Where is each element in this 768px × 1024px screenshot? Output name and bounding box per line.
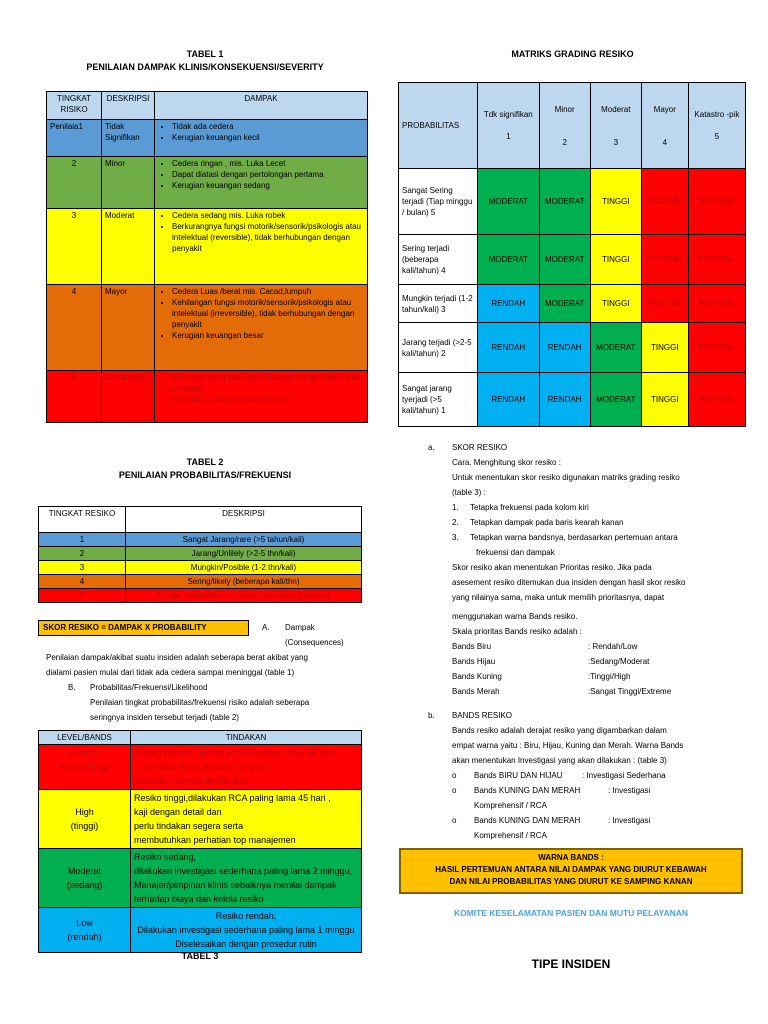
tabel3-row	[39, 790, 362, 849]
matriks-col: Minor 2	[539, 83, 590, 169]
tabel1-level: 2	[47, 157, 102, 209]
tabel3-tindakan: Resiko Ekstrim dilakukan RCA paling lama 45 hari, membutuhkan tindakan segera, perhatian sampai ke Direktur	[131, 745, 362, 790]
komite-footer: KOMITE KESELAMATAN PASIEN DAN MUTU PELAYANAN	[453, 908, 689, 918]
band-row: Bands Hijau :Sedang/Moderat	[452, 657, 650, 666]
tabel1-header-level: TINGKAT RISIKO	[47, 92, 102, 120]
matriks-cell: TINGGI	[590, 285, 641, 323]
matriks-cell: EKSTRIM	[688, 373, 745, 427]
tabel3-level: Low (rendah)	[39, 908, 131, 953]
skor-section-letter: a.	[428, 443, 435, 452]
matriks-cell: EKSTRIM	[688, 323, 745, 373]
matriks-row-label: Sering terjadi (beberapa kali/tahun) 4	[399, 235, 478, 285]
matriks-cell: EKSTRIM	[688, 285, 745, 323]
matriks-cell: MODERAT	[539, 285, 590, 323]
matriks-row-label: Sangat Sering terjadi (Tiap minggu / bulan) 5	[399, 169, 478, 235]
tabel2-row	[39, 561, 362, 575]
tabel1-dampak: • Cedera ringan , mis. Luka Lecet • Dapat diatasi dengan pertolongan pertama • Kerugian keuangan sedang	[155, 157, 368, 209]
matriks-cell: RENDAH	[539, 373, 590, 427]
tabel1-row	[47, 209, 368, 285]
matriks-row	[399, 323, 746, 373]
matriks-row	[399, 235, 746, 285]
matriks-cell: EKSTRIM	[641, 169, 688, 235]
tabel2-level: 5	[39, 589, 126, 603]
warna-bands-box: WARNA BANDS : HASIL PERTEMUAN ANTARA NILAI DAMPAK YANG DIURUT KEBAWAH DAN NILAI PROBABILITAS YANG DIURUT KE SAMPING KANAN	[399, 848, 743, 894]
tabel3-header-tindakan: TINDAKAN	[131, 731, 362, 745]
tabel1-dampak: • Tidak ada cedera • Kerugian keuangan kecil	[155, 120, 368, 157]
bands-item: o Bands BIRU DAN HIJAU : Investigasi Sederhana	[452, 771, 666, 780]
matriks-cell: MODERAT	[590, 323, 641, 373]
matriks-cell: TINGGI	[641, 373, 688, 427]
matriks-col: Tdk signifikan 1	[478, 83, 540, 169]
tabel2-row	[39, 589, 362, 603]
tabel2-table	[38, 506, 362, 603]
bands-item: o Bands KUNING DAN MERAH : Investigasi	[452, 816, 651, 825]
matriks-cell: EKSTRIM	[688, 235, 745, 285]
matriks-cell: TINGGI	[641, 323, 688, 373]
tabel1-desc: Minor	[102, 157, 155, 209]
tabel3-row	[39, 849, 362, 908]
skor-section: SKOR RESIKO Cara. Menghitung skor resiko : Untuk menentukan skor resiko digunakan matriks grading resiko (table 3) : 1. Tetapka frekuensi pada kolom kiri 2. Tetapkan dampak pada baris kearah kanan 3. Tetapkan warna bandsnya, berdasarkan pertemuan antara frekuensi dan dampak Skor resiko akan menentukan Prioritas resiko. Jika pada asesement resiko ditemukan dua insiden dengan hasil skor resiko yang nilainya sama, maka untuk memilih prioritasnya, dapat menggunakan warna Bands resiko. Skala prioritas Bands resiko adalah : Bands Biru : Rendah/Low Bands Hijau :Sedang/Moderat Bands Kuning :Tinggi/High Bands Merah :Sangat Tinggi/Extreme	[452, 440, 752, 699]
matriks-col: Mayor 4	[641, 83, 688, 169]
matriks-cell: MODERAT	[539, 235, 590, 285]
matriks-row-label: Jarang terjadi (>2-5 kali/tahun) 2	[399, 323, 478, 373]
tabel1-level: 3	[47, 209, 102, 285]
tabel2-row	[39, 533, 362, 547]
dampak-text: Penilaian dampak/akibat suatu insiden adalah seberapa berat akibat yang dialami pasien mulai dari tidak ada cedera sampai meninggal (table 1)	[46, 653, 308, 677]
tabel2-desc: Mungkin/Posible (1-2 thn/kali)	[126, 561, 362, 575]
tabel1-row	[47, 120, 368, 157]
tabel2-level: 2	[39, 547, 126, 561]
matriks-cell: RENDAH	[478, 373, 540, 427]
tabel2-desc: Jarang/Unlilely (>2-5 thn/kali)	[126, 547, 362, 561]
matriks-row-label: Mungkin terjadi (1-2 tahun/kali) 3	[399, 285, 478, 323]
tabel1-desc: Tidak Signifikan	[102, 120, 155, 157]
matriks-row	[399, 373, 746, 427]
tabel3-level: High (tinggi)	[39, 790, 131, 849]
tabel3-level: Ekstrim/ Sangat tinggi	[39, 745, 131, 790]
matriks-cell: EKSTRIM	[641, 285, 688, 323]
tabel3-row	[39, 908, 362, 953]
matriks-row	[399, 169, 746, 235]
matriks-col: Moderat 3	[590, 83, 641, 169]
tabel2-desc: Sering/likely (beberapa kali/thn)	[126, 575, 362, 589]
band-row: Bands Merah :Sangat Tinggi/Extreme	[452, 687, 672, 696]
matriks-cell: EKSTRIM	[641, 235, 688, 285]
tabel2-header-desc: DESKRIPSI	[126, 507, 362, 533]
tabel2-desc: Sangat Jarang/rare (>5 tahun/kali)	[126, 533, 362, 547]
tabel1-desc: Moderat	[102, 209, 155, 285]
tabel1-header-desc: DESKRIPSI	[102, 92, 155, 120]
tabel2-row	[39, 575, 362, 589]
matriks-table	[398, 82, 746, 427]
band-row: Bands Kuning :Tinggi/High	[452, 672, 631, 681]
tabel2-title: TABEL 2 PENILAIAN PROBABILITAS/FREKUENSI	[118, 457, 292, 480]
matriks-cell: MODERAT	[478, 235, 540, 285]
tabel1-level: Penilaia1	[47, 120, 102, 157]
prob-text: Probabilitas/Frekuensi/Likelihood Penilaian tingkat probabilitas/frekuensi risiko adalah seberapa seringnya insiden tersebut terjadi (table 2)	[90, 683, 310, 722]
tabel2-level: 3	[39, 561, 126, 575]
tabel1-table	[46, 91, 368, 423]
tabel1-level: 5	[47, 371, 102, 423]
matriks-cell: TINGGI	[590, 235, 641, 285]
matriks-row	[399, 285, 746, 323]
tabel3-level: Moderat (sedang)	[39, 849, 131, 908]
tipe-insiden-heading: TIPE INSIDEN	[531, 957, 611, 971]
tabel1-dampak: • Kematian yang tidak berhubungan dengan perjalanan penyakit • Kerugian keuangan sangat besar	[155, 371, 368, 423]
tabel1-dampak: • Cedera sedang mis. Luka robek • Berkurangnya fungsi motorik/sensorik/psikologis atau intelektual (reversible), tidak berhubungan dengan penyakit	[155, 209, 368, 285]
tabel1-row	[47, 285, 368, 371]
matriks-title: MATRIKS GRADING RESIKO	[511, 49, 634, 59]
tabel2-level: 1	[39, 533, 126, 547]
matriks-cell: RENDAH	[478, 323, 540, 373]
tabel1-row	[47, 371, 368, 423]
bands-section-letter: b.	[428, 711, 435, 720]
skor-step: 2. Tetapkan dampak pada baris kearah kanan	[452, 518, 624, 527]
tabel2-desc: Sangat sering/Almost certain (tiap minggu/bulan)	[126, 589, 362, 603]
matriks-cell: MODERAT	[590, 373, 641, 427]
matriks-row-label: Sangat jarang tyerjadi (>5 kali/tahun) 1	[399, 373, 478, 427]
skor-step: 3. Tetapkan warna bandsnya, berdasarkan pertemuan antara	[452, 533, 678, 542]
tabel1-row	[47, 157, 368, 209]
prob-letter: B.	[68, 683, 76, 692]
tabel2-level: 4	[39, 575, 126, 589]
skor-formula-box: SKOR RESIKO = DAMPAK X PROBABILITY	[38, 620, 249, 636]
matriks-cell: EKSTRIM	[688, 169, 745, 235]
tabel1-header-dampak: DAMPAK	[155, 92, 368, 120]
tabel1-dampak: • Cedera Luas /berat mis. Cacad,lumpuh • Kehilangan fungsi motorik/sensorik/psikologis atau intelektual (irreversible), tidak berhubungan dengan penyakit • Kerugian keuangan besar	[155, 285, 368, 371]
tabel3-table	[38, 730, 362, 953]
matriks-prob-header: PROBABILITAS	[399, 83, 478, 169]
matriks-cell: MODERAT	[539, 169, 590, 235]
tabel3-tindakan: Resiko sedang, dilakukan investigasi sederhana paling lama 2 minggu, Manajer/pimpinan klinis sebaiknya menilai dampak terhadap biaya dan kelola resiko	[131, 849, 362, 908]
tabel1-desc: Katastropik	[102, 371, 155, 423]
tabel2-row	[39, 547, 362, 561]
tabel1-title: TABEL 1 PENILAIAN DAMPAK KLINIS/KONSEKUENSI/SEVERITY	[86, 49, 324, 72]
matriks-cell: MODERAT	[478, 169, 540, 235]
skor-step: 1. Tetapka frekuensi pada kolom kiri	[452, 503, 589, 512]
matriks-cell: TINGGI	[590, 169, 641, 235]
tabel3-header-level: LEVEL/BANDS	[39, 731, 131, 745]
tabel1-desc: Mayor	[102, 285, 155, 371]
bands-section: BANDS RESIKO Bands resiko adalah derajat resiko yang digambarkan dalam empat warna yaitu : Biru, Hijau, Kuning dan Merah. Warna Bands akan menentukan Investigasi yang akan dilakukan : (table 3) o Bands BIRU DAN HIJAU : Investigasi Sederhana o Bands KUNING DAN MERAH : Investigasi Komprehensif / RCA o Bands KUNING DAN MERAH : Investigasi Komprehensif / RCA	[452, 708, 752, 843]
tabel3-row	[39, 745, 362, 790]
tabel3-title: TABEL 3	[181, 951, 219, 961]
tabel3-tindakan: Resiko rendah, Dilakukan investigasi sederhana paling lama 1 minggu Diselesaikan dengan prosedur rutin	[131, 908, 362, 953]
matriks-cell: RENDAH	[478, 285, 540, 323]
bands-item: o Bands KUNING DAN MERAH : Investigasi	[452, 786, 651, 795]
band-row: Bands Biru : Rendah/Low	[452, 642, 638, 651]
matriks-col: Katastro -pik 5	[688, 83, 745, 169]
dampak-label: Dampak (Consequences)	[285, 623, 344, 647]
dampak-letter: A.	[262, 623, 270, 632]
tabel3-tindakan: Resiko tinggi,dilakukan RCA paling lama 45 hari , kaji dengan detail dan perlu tindakan segera serta membutuhkan perhatian top manajemen	[131, 790, 362, 849]
tabel2-header-level: TINGKAT RESIKO	[39, 507, 126, 533]
matriks-cell: RENDAH	[539, 323, 590, 373]
tabel1-level: 4	[47, 285, 102, 371]
